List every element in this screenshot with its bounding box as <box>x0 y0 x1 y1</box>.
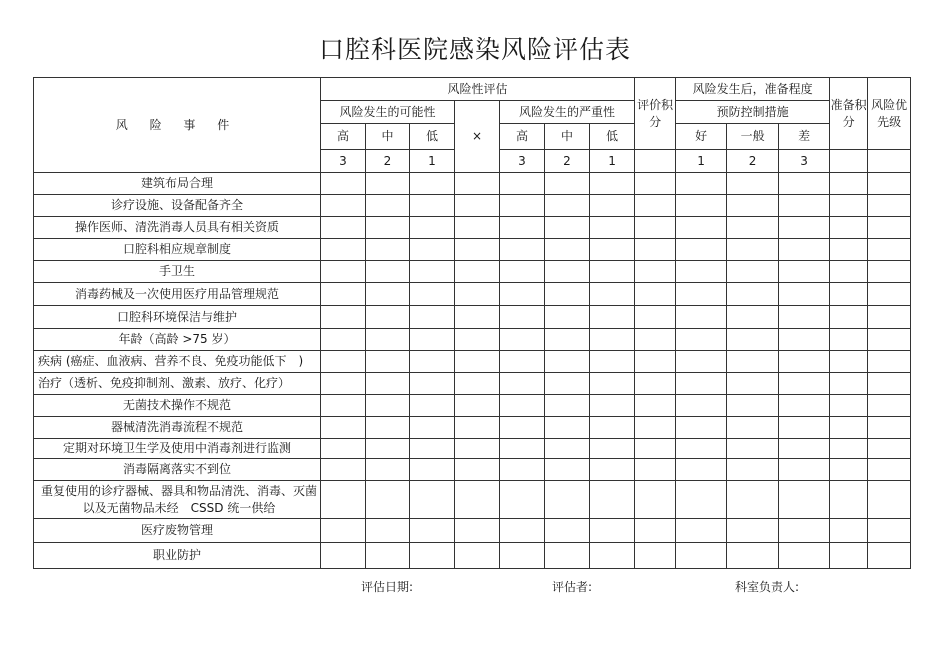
score-cell[interactable] <box>868 239 911 261</box>
score-cell[interactable] <box>635 239 676 261</box>
score-cell[interactable] <box>868 217 911 239</box>
table-row <box>34 351 911 373</box>
score-cell[interactable] <box>455 395 500 417</box>
score-cell[interactable] <box>366 481 410 519</box>
score-cell[interactable] <box>410 481 455 519</box>
score-cell[interactable] <box>727 261 779 283</box>
prevention-normal: 一般 <box>727 124 779 150</box>
score-cell[interactable] <box>410 239 455 261</box>
risk-event-label: 器械清洗消毒流程不规范 <box>34 417 321 439</box>
score-cell[interactable] <box>321 373 366 395</box>
score-cell[interactable] <box>366 519 410 543</box>
score-cell[interactable] <box>868 543 911 569</box>
score-cell[interactable] <box>676 306 727 329</box>
score-cell[interactable] <box>590 329 635 351</box>
priority-cell <box>868 150 911 173</box>
footer-head-label: 科室负责人: <box>735 580 800 594</box>
table-row <box>34 329 911 351</box>
score-cell[interactable] <box>779 329 830 351</box>
score-cell[interactable] <box>727 217 779 239</box>
score-cell[interactable] <box>635 543 676 569</box>
score-cell[interactable] <box>868 261 911 283</box>
score-cell[interactable] <box>321 395 366 417</box>
score-cell[interactable] <box>727 481 779 519</box>
score-cell[interactable] <box>455 173 500 195</box>
score-cell[interactable] <box>676 351 727 373</box>
score-cell[interactable] <box>830 439 868 459</box>
score-cell[interactable] <box>545 373 590 395</box>
event-rows <box>34 173 911 569</box>
score-cell[interactable] <box>321 351 366 373</box>
score-cell[interactable] <box>779 543 830 569</box>
score-cell[interactable] <box>590 395 635 417</box>
score-cell[interactable] <box>321 439 366 459</box>
score-cell[interactable] <box>366 173 410 195</box>
score-cell[interactable] <box>779 481 830 519</box>
score-cell[interactable] <box>727 543 779 569</box>
score-cell[interactable] <box>366 543 410 569</box>
score-cell[interactable] <box>590 283 635 306</box>
score-cell[interactable] <box>545 519 590 543</box>
likelihood-mid: 中 <box>366 124 410 150</box>
score-cell[interactable] <box>500 306 545 329</box>
risk-event-label: 口腔科相应规章制度 <box>34 239 321 261</box>
score-cell[interactable] <box>830 173 868 195</box>
score-cell[interactable] <box>635 459 676 481</box>
score-cell[interactable] <box>366 417 410 439</box>
score-cell[interactable] <box>455 543 500 569</box>
severity-low: 低 <box>590 124 635 150</box>
severity-mid-score: 2 <box>545 150 590 173</box>
table-row <box>34 173 911 195</box>
score-cell[interactable] <box>410 173 455 195</box>
table-row <box>34 261 911 283</box>
score-cell[interactable] <box>500 173 545 195</box>
score-cell[interactable] <box>455 195 500 217</box>
risk-event-label: 重复使用的诊疗器械、器具和物品清洗、消毒、灭菌以及无菌物品未经 CSSD 统一供给 <box>34 481 321 519</box>
score-cell[interactable] <box>545 351 590 373</box>
risk-event-label: 定期对环境卫生学及使用中消毒剂进行监测 <box>34 439 321 459</box>
score-cell[interactable] <box>779 459 830 481</box>
score-cell[interactable] <box>410 195 455 217</box>
score-cell[interactable] <box>830 195 868 217</box>
header-preparedness: 风险发生后，准备程度 <box>676 78 830 101</box>
score-cell[interactable] <box>830 519 868 543</box>
score-cell[interactable] <box>545 217 590 239</box>
score-cell[interactable] <box>779 373 830 395</box>
score-cell[interactable] <box>545 261 590 283</box>
page-title: 口腔科医院感染风险评估表 <box>318 35 631 64</box>
score-cell[interactable] <box>321 481 366 519</box>
score-cell[interactable] <box>727 395 779 417</box>
score-cell[interactable] <box>727 373 779 395</box>
score-cell[interactable] <box>635 395 676 417</box>
risk-event-label: 口腔科环境保洁与维护 <box>34 306 321 329</box>
score-cell[interactable] <box>500 519 545 543</box>
score-cell[interactable] <box>590 195 635 217</box>
score-cell[interactable] <box>366 217 410 239</box>
score-cell[interactable] <box>545 481 590 519</box>
severity-low-score: 1 <box>590 150 635 173</box>
header-severity: 风险发生的严重性 <box>500 101 635 124</box>
score-cell[interactable] <box>366 283 410 306</box>
header-risk-event: 风 险 事 件 <box>34 78 321 173</box>
score-cell[interactable] <box>545 417 590 439</box>
footer-date-label: 评估日期: <box>361 580 414 594</box>
score-cell[interactable] <box>590 351 635 373</box>
score-cell[interactable] <box>727 306 779 329</box>
score-cell[interactable] <box>868 519 911 543</box>
score-cell[interactable] <box>500 395 545 417</box>
score-cell[interactable] <box>410 373 455 395</box>
likelihood-high-score: 3 <box>321 150 366 173</box>
score-cell[interactable] <box>779 519 830 543</box>
score-cell[interactable] <box>500 543 545 569</box>
score-cell[interactable] <box>500 239 545 261</box>
header-likelihood: 风险发生的可能性 <box>321 101 455 124</box>
table-row <box>34 481 911 519</box>
severity-mid: 中 <box>545 124 590 150</box>
severity-high: 高 <box>500 124 545 150</box>
header-prevention: 预防控制措施 <box>676 101 830 124</box>
score-cell[interactable] <box>727 329 779 351</box>
header-times: × <box>455 101 500 173</box>
score-cell[interactable] <box>321 519 366 543</box>
footer-assessor-label: 评估者: <box>552 580 593 594</box>
score-cell[interactable] <box>455 351 500 373</box>
score-cell[interactable] <box>868 283 911 306</box>
score-cell[interactable] <box>868 417 911 439</box>
score-cell[interactable] <box>366 439 410 459</box>
score-cell[interactable] <box>590 481 635 519</box>
score-cell[interactable] <box>727 439 779 459</box>
score-cell[interactable] <box>545 395 590 417</box>
score-cell[interactable] <box>410 306 455 329</box>
score-cell[interactable] <box>676 373 727 395</box>
table-row <box>34 417 911 439</box>
score-cell[interactable] <box>366 329 410 351</box>
score-cell[interactable] <box>779 283 830 306</box>
score-cell[interactable] <box>500 459 545 481</box>
score-cell[interactable] <box>676 261 727 283</box>
prep-score-cell <box>830 150 868 173</box>
score-cell[interactable] <box>727 283 779 306</box>
table-row <box>34 519 911 543</box>
score-cell[interactable] <box>455 373 500 395</box>
score-cell[interactable] <box>676 543 727 569</box>
table-row <box>34 373 911 395</box>
score-cell[interactable] <box>676 329 727 351</box>
score-cell[interactable] <box>321 239 366 261</box>
score-cell[interactable] <box>779 439 830 459</box>
risk-event-label: 消毒药械及一次使用医疗用品管理规范 <box>34 283 321 306</box>
table-row <box>34 195 911 217</box>
score-cell[interactable] <box>676 481 727 519</box>
score-cell[interactable] <box>500 439 545 459</box>
likelihood-low: 低 <box>410 124 455 150</box>
header-priority: 风险优先级 <box>868 78 911 150</box>
score-cell[interactable] <box>590 519 635 543</box>
score-cell[interactable] <box>545 439 590 459</box>
header-prep-score: 准备积分 <box>830 78 868 150</box>
score-cell[interactable] <box>410 459 455 481</box>
score-cell[interactable] <box>410 261 455 283</box>
score-cell[interactable] <box>590 173 635 195</box>
score-cell[interactable] <box>830 261 868 283</box>
score-cell[interactable] <box>868 373 911 395</box>
score-cell[interactable] <box>545 543 590 569</box>
score-cell[interactable] <box>410 417 455 439</box>
risk-event-label: 手卫生 <box>34 261 321 283</box>
score-cell[interactable] <box>410 519 455 543</box>
eval-score-cell <box>635 150 676 173</box>
score-cell[interactable] <box>830 543 868 569</box>
score-cell[interactable] <box>410 395 455 417</box>
score-cell[interactable] <box>366 459 410 481</box>
score-cell[interactable] <box>410 439 455 459</box>
risk-event-label: 疾病 (癌症、血液病、营养不良、免疫功能低下 ) <box>34 351 321 373</box>
score-cell[interactable] <box>590 439 635 459</box>
score-cell[interactable] <box>545 459 590 481</box>
table-row <box>34 395 911 417</box>
risk-event-label: 操作医师、清洗消毒人员具有相关资质 <box>34 217 321 239</box>
score-cell[interactable] <box>868 173 911 195</box>
score-cell[interactable] <box>868 395 911 417</box>
score-cell[interactable] <box>321 543 366 569</box>
severity-high-score: 3 <box>500 150 545 173</box>
score-cell[interactable] <box>635 417 676 439</box>
score-cell[interactable] <box>830 395 868 417</box>
score-cell[interactable] <box>410 351 455 373</box>
table-row <box>34 459 911 481</box>
score-cell[interactable] <box>455 306 500 329</box>
score-cell[interactable] <box>321 261 366 283</box>
score-cell[interactable] <box>590 239 635 261</box>
score-cell[interactable] <box>366 351 410 373</box>
score-cell[interactable] <box>830 306 868 329</box>
score-cell[interactable] <box>455 459 500 481</box>
score-cell[interactable] <box>545 195 590 217</box>
score-cell[interactable] <box>635 373 676 395</box>
score-cell[interactable] <box>500 417 545 439</box>
score-cell[interactable] <box>868 459 911 481</box>
score-cell[interactable] <box>590 417 635 439</box>
score-cell[interactable] <box>635 195 676 217</box>
score-cell[interactable] <box>779 217 830 239</box>
score-cell[interactable] <box>676 239 727 261</box>
score-cell[interactable] <box>635 481 676 519</box>
likelihood-low-score: 1 <box>410 150 455 173</box>
score-cell[interactable] <box>500 351 545 373</box>
score-cell[interactable] <box>868 439 911 459</box>
score-cell[interactable] <box>727 417 779 439</box>
risk-event-label: 消毒隔离落实不到位 <box>34 459 321 481</box>
score-cell[interactable] <box>830 481 868 519</box>
score-cell[interactable] <box>366 261 410 283</box>
score-cell[interactable] <box>727 173 779 195</box>
score-cell[interactable] <box>500 283 545 306</box>
table-row <box>34 283 911 306</box>
table-row <box>34 217 911 239</box>
risk-event-label: 职业防护 <box>34 543 321 569</box>
score-cell[interactable] <box>321 306 366 329</box>
risk-event-label: 建筑布局合理 <box>34 173 321 195</box>
likelihood-mid-score: 2 <box>366 150 410 173</box>
score-cell[interactable] <box>868 329 911 351</box>
score-cell[interactable] <box>635 519 676 543</box>
score-cell[interactable] <box>455 329 500 351</box>
table-row <box>34 439 911 459</box>
score-cell[interactable] <box>635 439 676 459</box>
score-cell[interactable] <box>830 459 868 481</box>
score-cell[interactable] <box>779 261 830 283</box>
score-cell[interactable] <box>830 417 868 439</box>
score-cell[interactable] <box>635 173 676 195</box>
score-cell[interactable] <box>321 217 366 239</box>
score-cell[interactable] <box>727 519 779 543</box>
risk-event-label: 治疗（透析、免疫抑制剂、激素、放疗、化疗） <box>34 373 321 395</box>
score-cell[interactable] <box>366 306 410 329</box>
score-cell[interactable] <box>545 239 590 261</box>
score-cell[interactable] <box>727 195 779 217</box>
score-cell[interactable] <box>635 261 676 283</box>
score-cell[interactable] <box>727 239 779 261</box>
score-cell[interactable] <box>545 329 590 351</box>
score-cell[interactable] <box>590 261 635 283</box>
likelihood-high: 高 <box>321 124 366 150</box>
score-cell[interactable] <box>500 373 545 395</box>
score-cell[interactable] <box>676 283 727 306</box>
score-cell[interactable] <box>676 173 727 195</box>
score-cell[interactable] <box>545 306 590 329</box>
score-cell[interactable] <box>868 481 911 519</box>
score-cell[interactable] <box>455 261 500 283</box>
score-cell[interactable] <box>868 195 911 217</box>
score-cell[interactable] <box>410 329 455 351</box>
score-cell[interactable] <box>321 329 366 351</box>
score-cell[interactable] <box>321 459 366 481</box>
prevention-normal-score: 2 <box>727 150 779 173</box>
score-cell[interactable] <box>500 217 545 239</box>
score-cell[interactable] <box>590 373 635 395</box>
score-cell[interactable] <box>635 217 676 239</box>
score-cell[interactable] <box>590 306 635 329</box>
score-cell[interactable] <box>455 239 500 261</box>
score-cell[interactable] <box>635 306 676 329</box>
score-cell[interactable] <box>635 329 676 351</box>
table-row <box>34 239 911 261</box>
score-cell[interactable] <box>366 395 410 417</box>
score-cell[interactable] <box>868 306 911 329</box>
score-cell[interactable] <box>321 173 366 195</box>
score-cell[interactable] <box>779 239 830 261</box>
risk-assessment-table <box>33 77 911 569</box>
risk-event-label: 年龄（高龄 >75 岁） <box>34 329 321 351</box>
score-cell[interactable] <box>830 329 868 351</box>
score-cell[interactable] <box>676 195 727 217</box>
score-cell[interactable] <box>676 459 727 481</box>
score-cell[interactable] <box>868 351 911 373</box>
score-cell[interactable] <box>500 481 545 519</box>
score-cell[interactable] <box>830 283 868 306</box>
score-cell[interactable] <box>635 351 676 373</box>
score-cell[interactable] <box>830 239 868 261</box>
score-cell[interactable] <box>500 261 545 283</box>
score-cell[interactable] <box>676 217 727 239</box>
score-cell[interactable] <box>321 283 366 306</box>
risk-event-label: 诊疗设施、设备配备齐全 <box>34 195 321 217</box>
score-cell[interactable] <box>779 417 830 439</box>
score-cell[interactable] <box>410 543 455 569</box>
prevention-good-score: 1 <box>676 150 727 173</box>
score-cell[interactable] <box>779 306 830 329</box>
score-cell[interactable] <box>676 519 727 543</box>
score-cell[interactable] <box>500 329 545 351</box>
score-cell[interactable] <box>779 173 830 195</box>
score-cell[interactable] <box>830 217 868 239</box>
score-cell[interactable] <box>455 417 500 439</box>
score-cell[interactable] <box>455 481 500 519</box>
score-cell[interactable] <box>590 217 635 239</box>
score-cell[interactable] <box>635 283 676 306</box>
score-cell[interactable] <box>410 217 455 239</box>
score-cell[interactable] <box>455 283 500 306</box>
score-cell[interactable] <box>676 439 727 459</box>
score-cell[interactable] <box>676 417 727 439</box>
score-cell[interactable] <box>366 195 410 217</box>
score-cell[interactable] <box>545 173 590 195</box>
header-eval-score: 评价积分 <box>635 78 676 150</box>
score-cell[interactable] <box>830 373 868 395</box>
score-cell[interactable] <box>410 283 455 306</box>
table-row <box>34 543 911 569</box>
prevention-good: 好 <box>676 124 727 150</box>
score-cell[interactable] <box>830 351 868 373</box>
score-cell[interactable] <box>676 395 727 417</box>
table-row <box>34 306 911 329</box>
score-cell[interactable] <box>590 459 635 481</box>
score-cell[interactable] <box>779 351 830 373</box>
prevention-poor: 差 <box>779 124 830 150</box>
score-cell[interactable] <box>366 239 410 261</box>
score-cell[interactable] <box>455 217 500 239</box>
risk-event-label: 无菌技术操作不规范 <box>34 395 321 417</box>
score-cell[interactable] <box>727 459 779 481</box>
score-cell[interactable] <box>779 395 830 417</box>
score-cell[interactable] <box>321 417 366 439</box>
score-cell[interactable] <box>321 195 366 217</box>
score-cell[interactable] <box>455 439 500 459</box>
score-cell[interactable] <box>545 283 590 306</box>
risk-event-label: 医疗废物管理 <box>34 519 321 543</box>
score-cell[interactable] <box>366 373 410 395</box>
header-risk-assessment: 风险性评估 <box>321 78 635 101</box>
score-cell[interactable] <box>500 195 545 217</box>
score-cell[interactable] <box>779 195 830 217</box>
prevention-poor-score: 3 <box>779 150 830 173</box>
score-cell[interactable] <box>590 543 635 569</box>
score-cell[interactable] <box>727 351 779 373</box>
score-cell[interactable] <box>455 519 500 543</box>
